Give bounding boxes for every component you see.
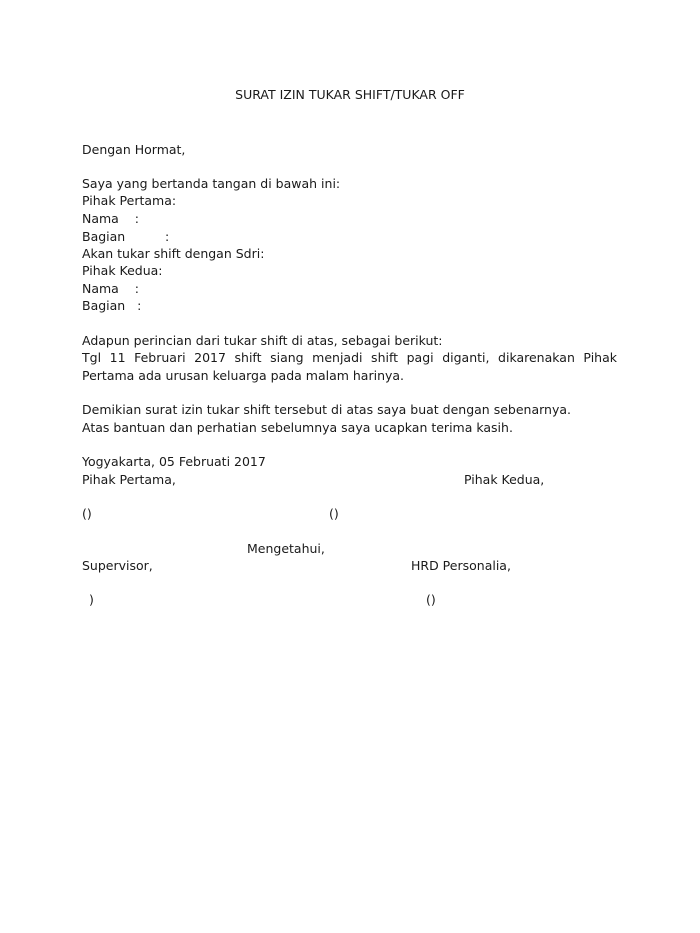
hrd-label: HRD Personalia,	[411, 558, 511, 573]
second-party-name-label: Nama :	[82, 281, 139, 296]
hrd-signature-paren: ()	[426, 592, 436, 607]
letter-title: SURAT IZIN TUKAR SHIFT/TUKAR OFF	[235, 87, 465, 102]
second-party-signature-paren: ()	[329, 506, 339, 521]
closing-line-2: Atas bantuan dan perhatian sebelumnya saya ucapkan terima kasih.	[82, 420, 513, 435]
first-party-dept-label: Bagian :	[82, 229, 170, 244]
place-date: Yogyakarta, 05 Februati 2017	[82, 454, 266, 469]
swap-with-line: Akan tukar shift dengan Sdri:	[82, 246, 265, 261]
first-party-sign-label: Pihak Pertama,	[82, 472, 176, 487]
details-paragraph: Tgl 11 Februari 2017 shift siang menjadi shift pagi diganti, dikarenakan Pihak Pertama ada urusan keluarga pada malam harinya.	[82, 350, 617, 383]
closing-line-1: Demikian surat izin tukar shift tersebut di atas saya buat dengan sebenarnya.	[82, 402, 571, 417]
details-intro: Adapun perincian dari tukar shift di atas, sebagai berikut:	[82, 333, 443, 348]
supervisor-signature-paren: )	[89, 592, 94, 607]
second-party-dept-label: Bagian :	[82, 298, 142, 313]
intro-line: Saya yang bertanda tangan di bawah ini:	[82, 176, 341, 191]
second-party-sign-label: Pihak Kedua,	[464, 472, 545, 487]
first-party-name-label: Nama :	[82, 211, 139, 226]
first-party-heading: Pihak Pertama:	[82, 193, 177, 208]
first-party-signature-paren: ()	[82, 506, 92, 521]
second-party-heading: Pihak Kedua:	[82, 263, 163, 278]
salutation: Dengan Hormat,	[82, 142, 186, 157]
acknowledged-label: Mengetahui,	[247, 541, 325, 556]
supervisor-label: Supervisor,	[82, 558, 153, 573]
